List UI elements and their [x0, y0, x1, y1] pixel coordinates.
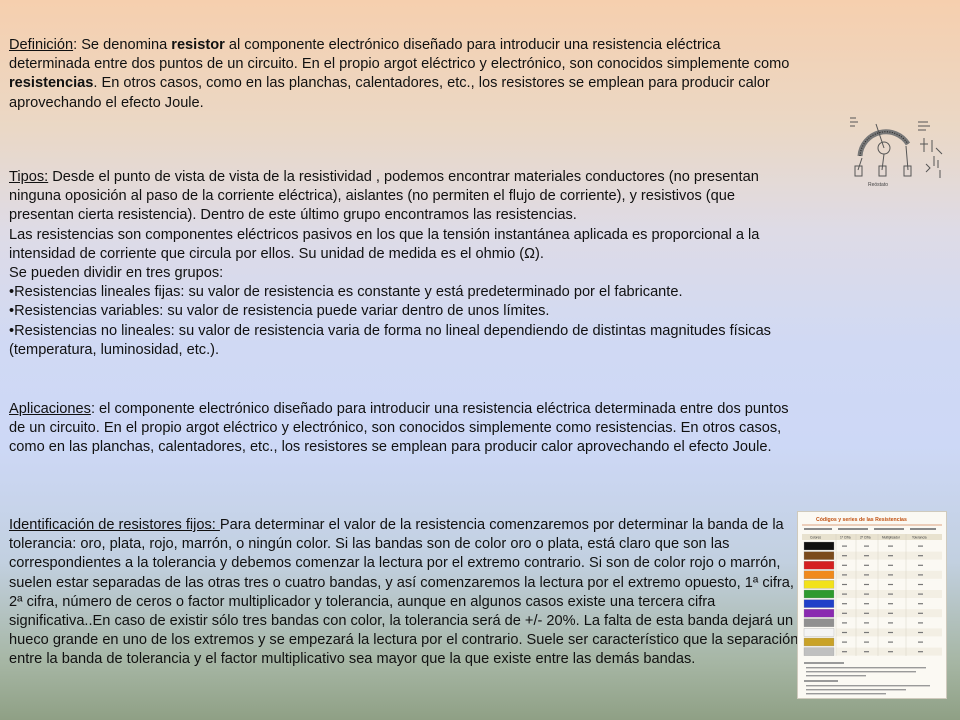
color-band-swatch — [804, 542, 834, 550]
table-title: Códigos y series de las Resistencias — [816, 517, 907, 523]
table-cell-mark — [918, 632, 923, 633]
table-cell-mark — [842, 603, 847, 604]
table-cell-mark — [888, 584, 893, 585]
applications-heading: Aplicaciones — [9, 401, 91, 417]
table-header-multiplier: Multiplicador — [882, 535, 900, 540]
color-band-swatch — [804, 561, 834, 569]
table-cell-mark — [888, 642, 893, 643]
table-cell-mark — [918, 651, 923, 652]
table-cell-mark — [864, 622, 869, 623]
table-cell-mark — [918, 603, 923, 604]
table-cell-mark — [842, 642, 847, 643]
table-cell-mark — [888, 651, 893, 652]
table-cell-mark — [842, 546, 847, 547]
types-bullet-linear: •Resistencias lineales fijas: su valor de resistencia es constante y está predeterminado por el fabricante. — [9, 284, 683, 301]
table-cell-mark — [842, 565, 847, 566]
table-cell-mark — [864, 594, 869, 595]
table-cell-mark — [888, 574, 893, 575]
table-cell-mark — [918, 565, 923, 566]
table-cell-mark — [888, 622, 893, 623]
table-cell-mark — [864, 574, 869, 575]
table-cell-mark — [864, 555, 869, 556]
table-header-second-digit: 2ª Cifra — [860, 535, 871, 540]
table-cell-mark — [864, 565, 869, 566]
table-cell-mark — [864, 651, 869, 652]
color-code-table — [797, 511, 947, 699]
table-cell-mark — [918, 584, 923, 585]
definition-heading: Definición — [9, 37, 74, 53]
table-cell-mark — [888, 546, 893, 547]
table-cell-mark — [918, 642, 923, 643]
table-header-tolerance: Tolerancia — [912, 535, 927, 540]
identification-heading: Identificación de resistores fijos: — [9, 517, 220, 533]
types-heading: Tipos: — [9, 169, 49, 185]
table-cell-mark — [918, 546, 923, 547]
table-header-colors: Colores — [810, 535, 821, 540]
types-paragraph: Tipos: Desde el punto de vista de vista de la resistividad , podemos encontrar materiales conductores (no presentan ninguna oposición al paso de la corriente eléctrica), aislantes (no permiten el flujo de corriente), y resistivos (que presentan cierta resistencia). Dentro de este último grupo encontramos las resistencias. Las resistencias son componentes eléctricos pasivos en los que la tensión instantánea aplicada es proporcional a la intensidad de corriente que circula por ellos. Su unidad de medida es el ohmio (Ω). Se pueden dividir en tres grupos: •Resistencias lineales fijas: su valor de resistencia es constante y está predeterminado por el fabricante. •Resistencias variables: su valor de resistencia puede variar dentro de unos límites. •Resistencias no lineales: su valor de resistencia varia de forma no lineal dependiendo de distintas magnitudes físicas (temperatura, luminosidad, etc.). — [9, 168, 799, 360]
table-cell-mark — [918, 574, 923, 575]
color-band-swatch — [804, 619, 834, 627]
color-band-swatch — [804, 648, 834, 656]
types-line-ohm: Las resistencias son componentes eléctricos pasivos en los que la tensión instantánea aplicada es proporcional a la intensidad de corriente que circula por ellos. Su unidad de medida es el ohmio (Ω). — [9, 226, 760, 262]
table-cell-mark — [842, 622, 847, 623]
types-bullet-nonlinear: •Resistencias no lineales: su valor de resistencia varia de forma no lineal dependiendo de distintas magnitudes físicas (temperatura, luminosidad, etc.). — [9, 322, 771, 358]
table-cell-mark — [864, 584, 869, 585]
definition-paragraph: Definición: Se denomina resistor al componente electrónico diseñado para introducir una resistencia eléctrica determinada entre dos puntos de un circuito. En el propio argot eléctrico y electrónico, son conocidos simplemente como resistencias. En otros casos, como en las planchas, calentadores, etc., los resistores se emplean para producir calor aprovechando el efecto Joule. — [9, 37, 790, 111]
rheostat-caption: Reóstato — [868, 182, 889, 188]
table-cell-mark — [888, 632, 893, 633]
table-cell-mark — [864, 613, 869, 614]
table-cell-mark — [888, 613, 893, 614]
color-band-swatch — [804, 580, 834, 588]
color-band-swatch — [804, 552, 834, 560]
table-cell-mark — [842, 555, 847, 556]
table-cell-mark — [918, 594, 923, 595]
color-band-swatch — [804, 571, 834, 579]
table-cell-mark — [888, 555, 893, 556]
types-bullet-variable: •Resistencias variables: su valor de resistencia puede variar dentro de unos límites. — [9, 303, 550, 320]
table-cell-mark — [842, 594, 847, 595]
table-cell-mark — [842, 632, 847, 633]
table-header-first-digit: 1ª Cifra — [840, 535, 851, 540]
table-cell-mark — [864, 632, 869, 633]
color-band-swatch — [804, 590, 834, 598]
types-line-groups: Se pueden dividir en tres grupos: — [9, 265, 224, 282]
table-cell-mark — [842, 574, 847, 575]
table-cell-mark — [918, 622, 923, 623]
table-cell-mark — [888, 594, 893, 595]
color-band-swatch — [804, 628, 834, 636]
table-cell-mark — [842, 651, 847, 652]
identification-paragraph: Identificación de resistores fijos: Para determinar el valor de la resistencia comenzaremos por determinar la banda de la tolerancia: oro, plata, rojo, marrón, o ningún color. Si las bandas son de color oro o plata, está claro que son las correspondientes a la tolerancia y debemos comenzar la lectura por el extremo contrario. Si son de color rojo o marrón, suelen estar separadas de las otras tres o cuatro bandas, y así comenzaremos la lectura por el extremo opuesto, 1ª cifra, 2ª cifra, número de ceros o factor multiplicador y tolerancia, aunque en algunos casos existe una tercera cifra significativa..En caso de existir sólo tres bandas con color, la tolerancia será de +/- 20%. La falta de esta banda dejará un hueco grande en uno de los extremos y se empezará la lectura por el contrario. Suele ser característico que la separación entre la banda de tolerancia y el factor multiplicativo sea mayor que la que existe entre las demás bandas. — [9, 517, 799, 668]
table-cell-mark — [864, 642, 869, 643]
table-cell-mark — [864, 603, 869, 604]
table-cell-mark — [864, 546, 869, 547]
table-cell-mark — [888, 603, 893, 604]
color-band-swatch — [804, 600, 834, 608]
rheostat-diagram — [846, 104, 950, 188]
applications-paragraph: Aplicaciones: el componente electrónico diseñado para introducir una resistencia eléctrica determinada entre dos puntos de un circuito. En el propio argot eléctrico y electrónico, son conocidos simplemente como resistencias. En otros casos, como en las planchas, calentadores, etc., los resistores se emplean para producir calor aprovechando el efecto Joule. — [9, 401, 789, 456]
table-cell-mark — [842, 613, 847, 614]
table-cell-mark — [842, 584, 847, 585]
table-cell-mark — [888, 565, 893, 566]
table-cell-mark — [918, 613, 923, 614]
color-band-swatch — [804, 638, 834, 646]
table-cell-mark — [918, 555, 923, 556]
color-band-swatch — [804, 609, 834, 617]
